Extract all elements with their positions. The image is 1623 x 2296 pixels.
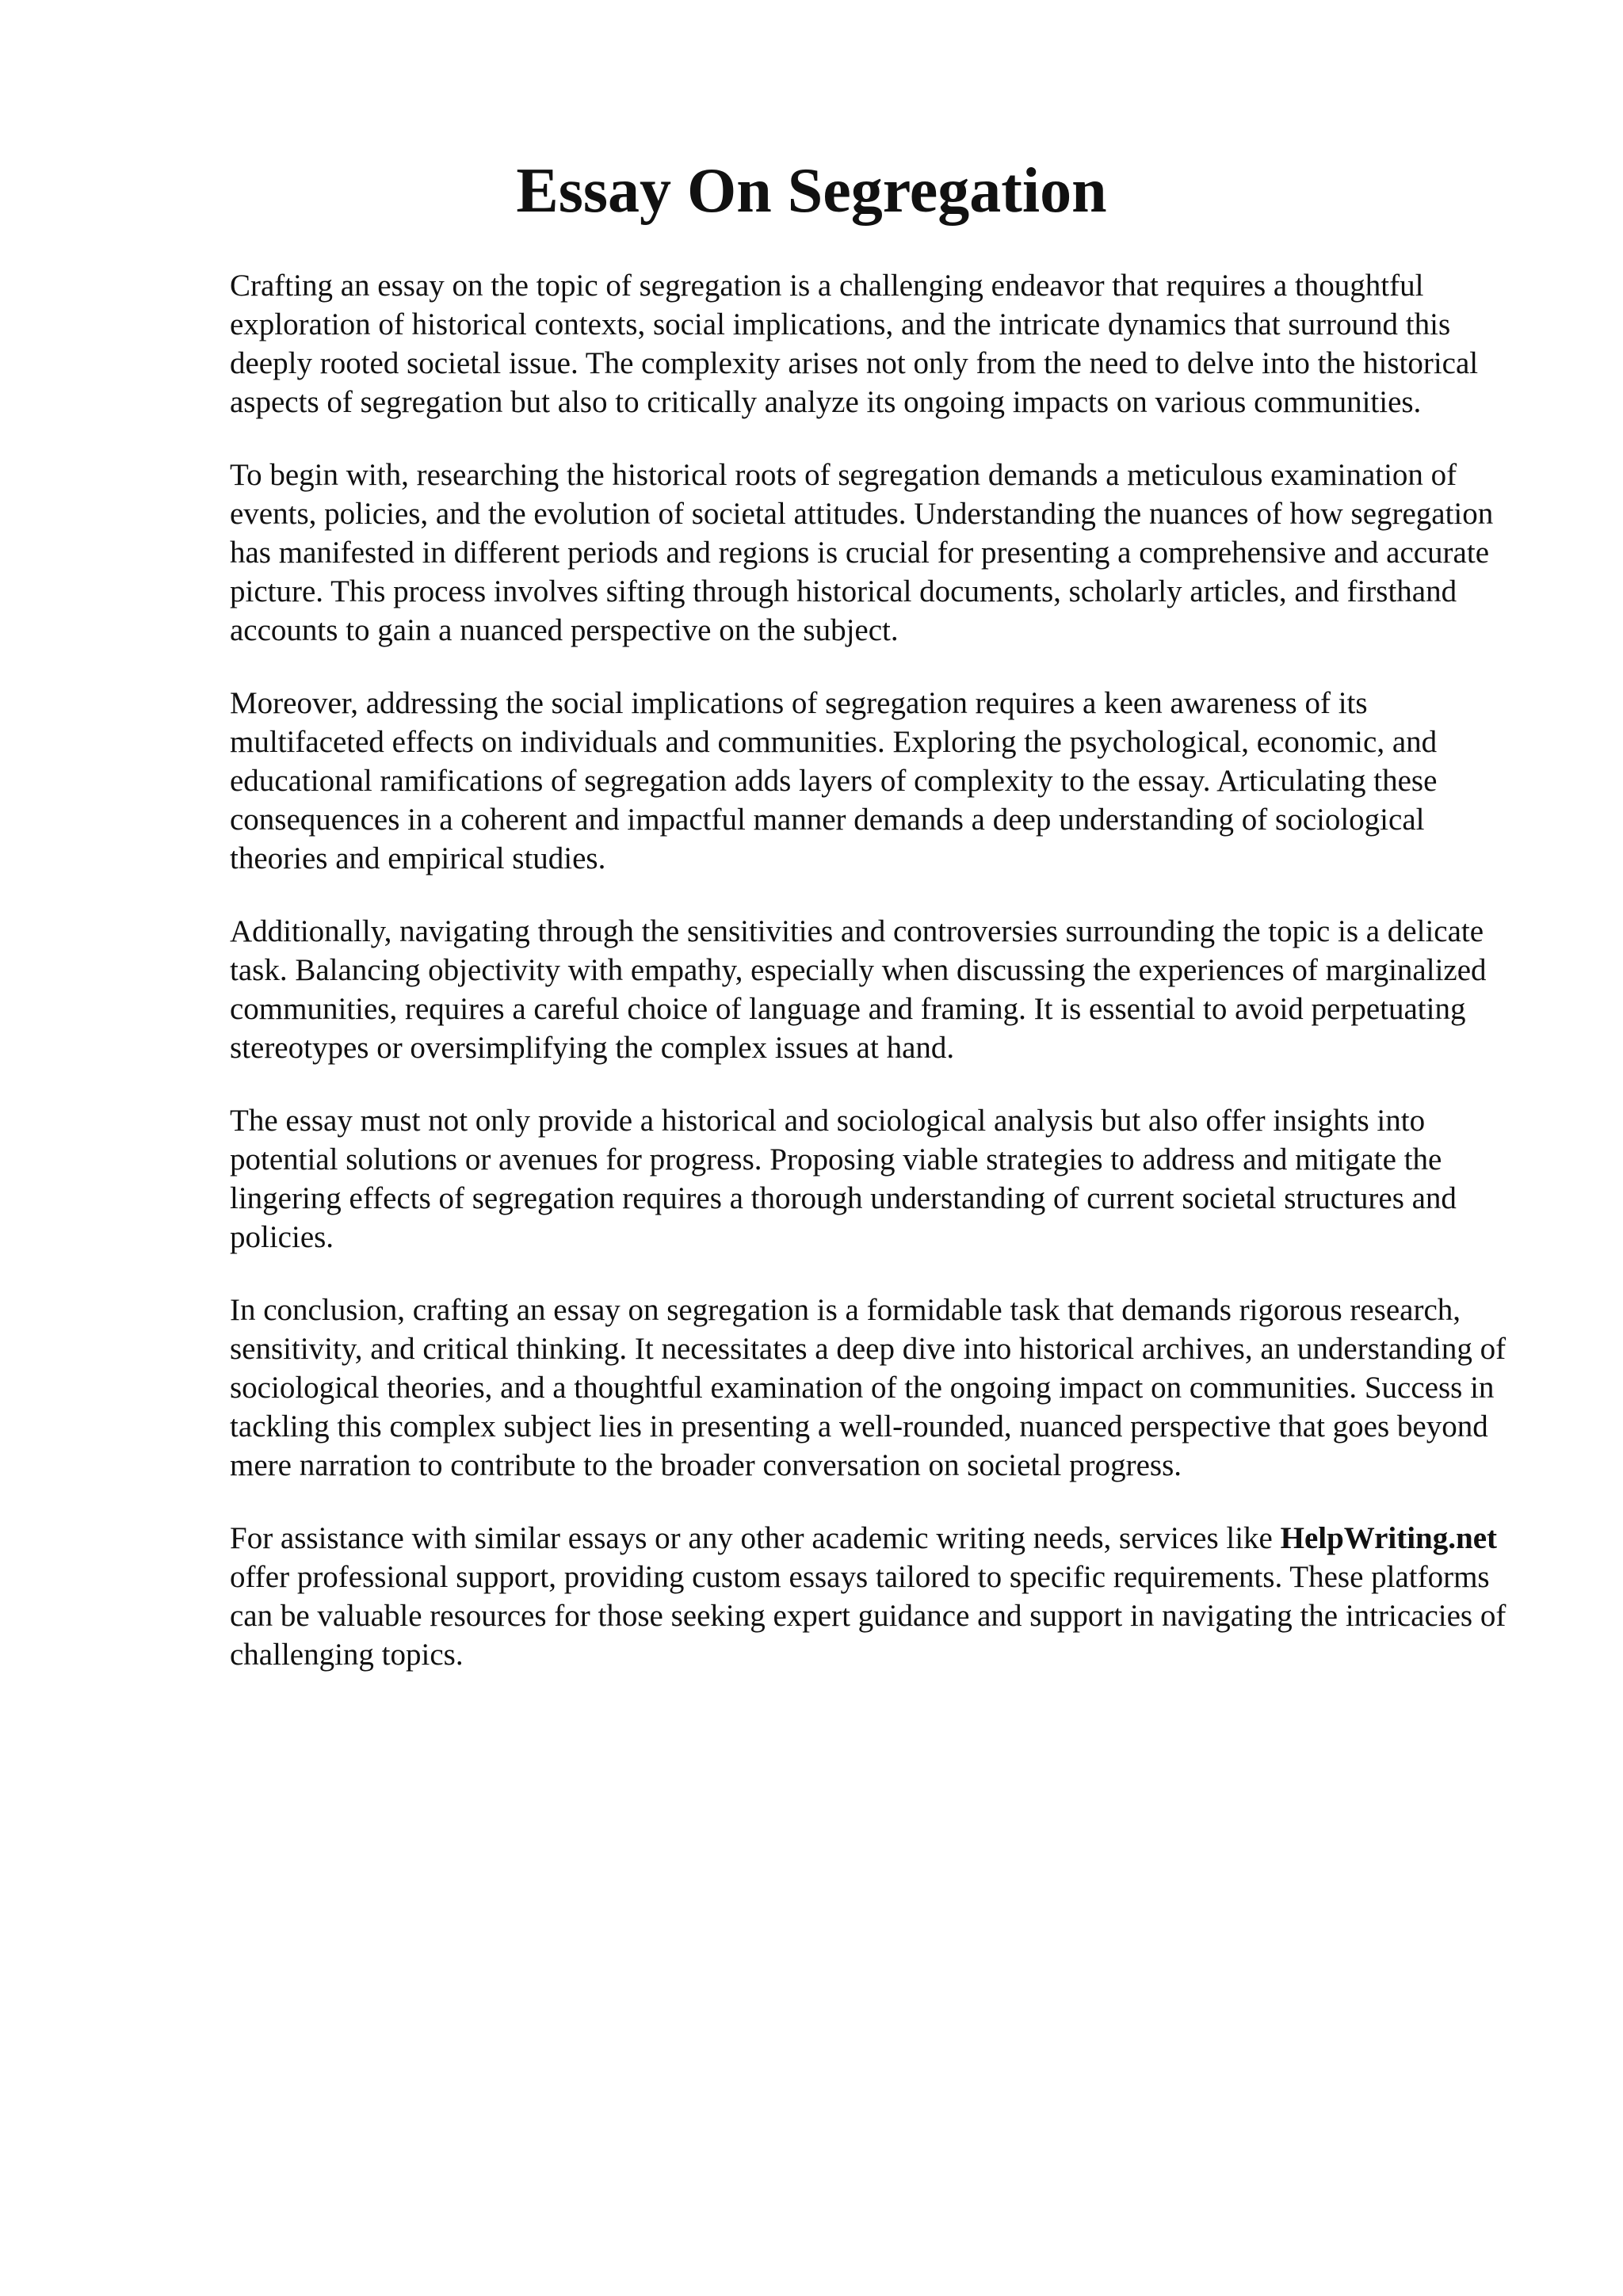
paragraph-1: Crafting an essay on the topic of segregation is a challenging endeavor that requires a thoughtful exploration of historical contexts, social implications, and the intricate dynamics that surround this deeply rooted societal issue. The complexity arises not only from the need to delve into the historical aspects of segregation but also to critically analyze its ongoing impacts on various communities. — [230, 269, 1479, 419]
paragraph-4: Additionally, navigating through the sensitivities and controversies surrounding the topic is a delicate task. Balancing objectivity with empathy, especially when discussing the experiences of marginalized communities, requires a careful choice of language and framing. It is essential to avoid perpetuating stereotypes or oversimplifying the complex issues at hand. — [230, 914, 1487, 1065]
brand-name: HelpWriting.net — [1280, 1521, 1497, 1555]
paragraph-7-intro: For assistance with similar essays or any other academic writing needs, services like — [230, 1521, 1281, 1555]
paragraph-5: The essay must not only provide a historical and sociological analysis but also offer insights into potential solutions or avenues for progress. Proposing viable strategies to address and mitigate the lingering effects of segregation requires a thorough understanding of current societal structures and policies. — [230, 1104, 1457, 1254]
page-title: Essay On Segregation — [516, 156, 1107, 226]
paragraph-7 — [230, 1519, 1529, 1674]
paragraph-3: Moreover, addressing the social implications of segregation requires a keen awareness of its multifaceted effects on individuals and communities. Exploring the psychological, economic, and educational ramifications of segregation adds layers of complexity to the essay. Articulating these consequences in a coherent and impactful manner demands a deep understanding of sociological theories and empirical studies. — [230, 686, 1438, 875]
paragraph-6: In conclusion, crafting an essay on segregation is a formidable task that demands rigorous research, sensitivity, and critical thinking. It necessitates a deep dive into historical archives, an understanding of sociological theories, and a thoughtful examination of the ongoing impact on communities. Success in tackling this complex subject lies in presenting a well-rounded, nuanced perspective that goes beyond mere narration to contribute to the broader conversation on societal progress. — [230, 1293, 1507, 1482]
paragraph-2: To begin with, researching the historical roots of segregation demands a meticulous examination of events, policies, and the evolution of societal attitudes. Understanding the nuances of how segregation has manifested in different periods and regions is crucial for presenting a comprehensive and accurate picture. This process involves sifting through historical documents, scholarly articles, and firsthand accounts to gain a nuanced perspective on the subject. — [230, 458, 1494, 647]
paragraph-7-rest: offer professional support, providing custom essays tailored to specific requirements. These platforms can be valuable resources for those seeking expert guidance and support in navigating the intricacies of challenging topics. — [230, 1560, 1507, 1672]
essay-body — [230, 266, 1529, 1708]
